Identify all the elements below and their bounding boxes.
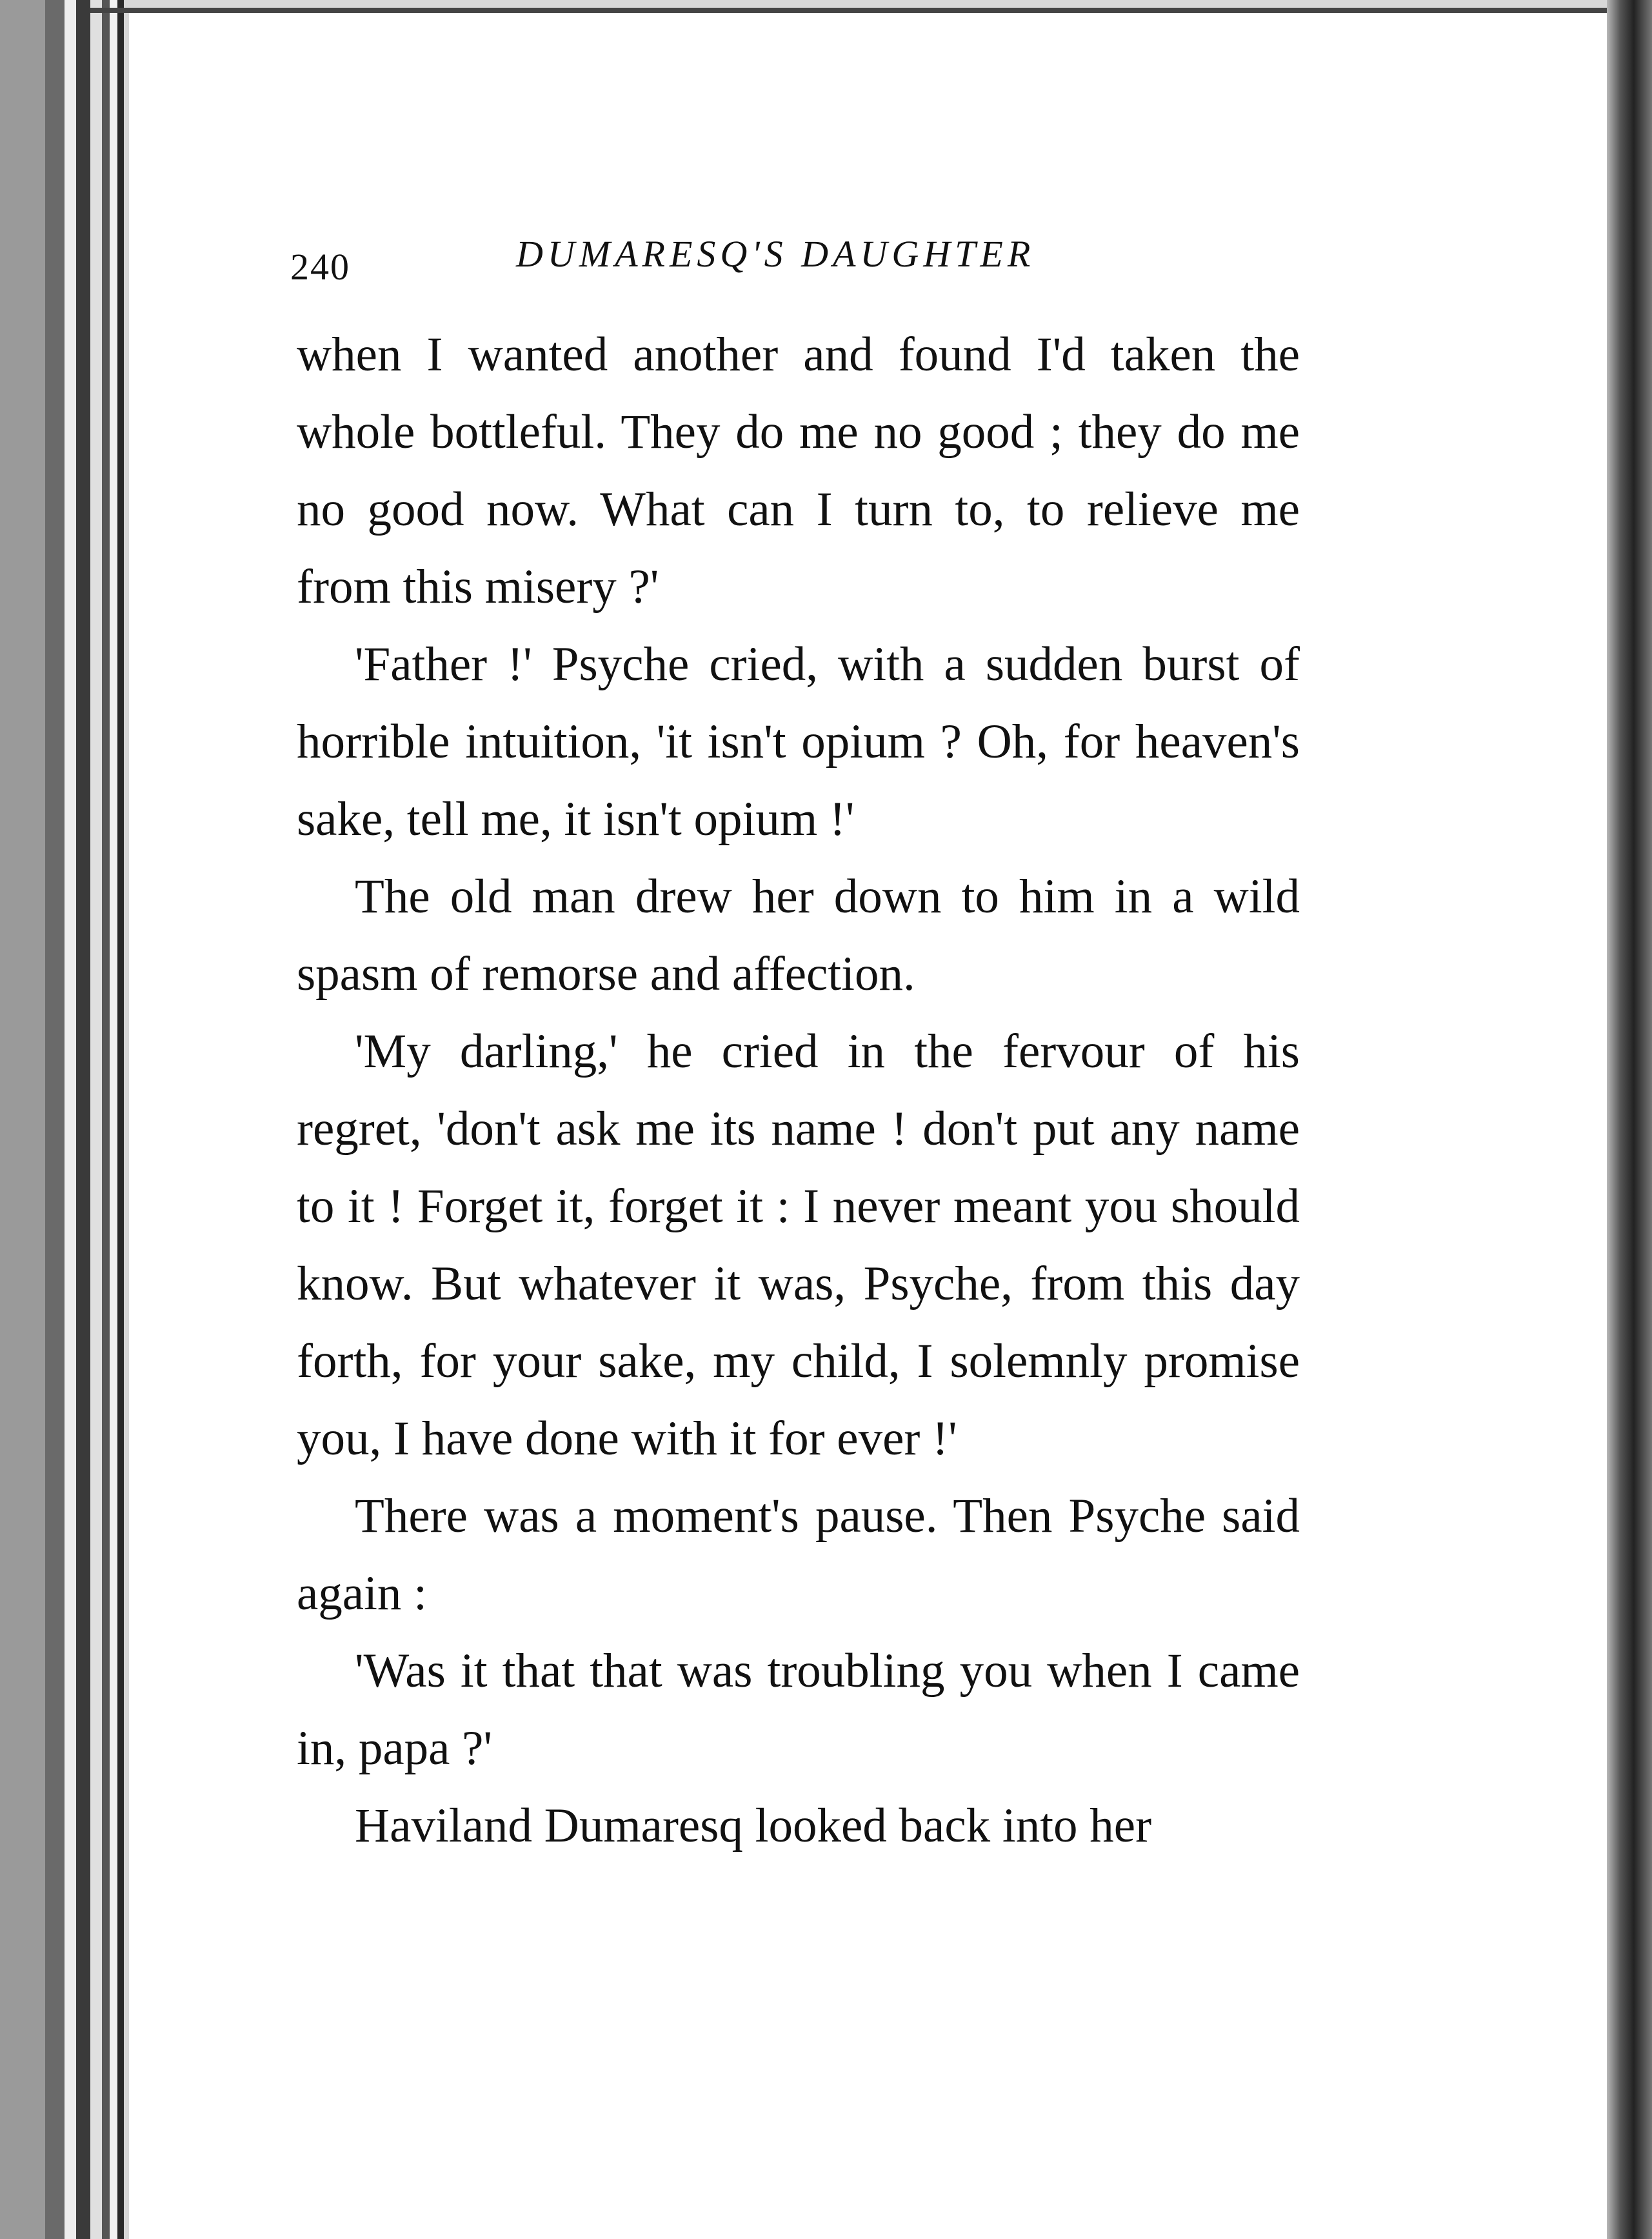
paragraph: There was a moment's pause. Then Psyche said again : [297, 1489, 1300, 1620]
book-edge [90, 0, 102, 2239]
paragraph: 'My darling,' he cried in the fervour of his regret, 'don't ask me its name ! don't put any name to it ! Forget it, forget it : I never meant you should know. But whatever it was, Psyche, from this day forth, for your sake, my child, I solemnly promise you, I have done with it for ever !' [297, 1025, 1300, 1465]
book-top-edge [90, 8, 1613, 13]
book-edge [65, 0, 76, 2239]
page-header [290, 219, 1297, 297]
paragraph: 'Was it that that was troubling you when I came in, papa ?' [297, 1644, 1300, 1775]
book-edge [110, 0, 117, 2239]
running-title: DUMARESQ'S DAUGHTER [516, 233, 1035, 275]
book-edge [76, 0, 90, 2239]
paragraph: Haviland Dumaresq looked back into her [355, 1799, 1152, 1852]
paragraph: The old man drew her down to him in a wild spasm of remorse and affection. [297, 870, 1300, 1001]
book-edge [102, 0, 110, 2239]
book-edge [117, 0, 124, 2239]
page-number: 240 [290, 246, 350, 288]
paragraph: when I wanted another and found I'd taken the whole bottleful. They do me no good ; they do me no good now. What can I turn to, to relieve me from this misery ?' [297, 328, 1300, 614]
book-edge [45, 0, 65, 2239]
book-right-edge [1607, 0, 1652, 2239]
page-body [297, 316, 1300, 1865]
paragraph: 'Father !' Psyche cried, with a sudden burst of horrible intuition, 'it isn't opium ? Oh, for heaven's sake, tell me, it isn't opium !' [297, 638, 1300, 846]
book-edge [0, 0, 45, 2239]
